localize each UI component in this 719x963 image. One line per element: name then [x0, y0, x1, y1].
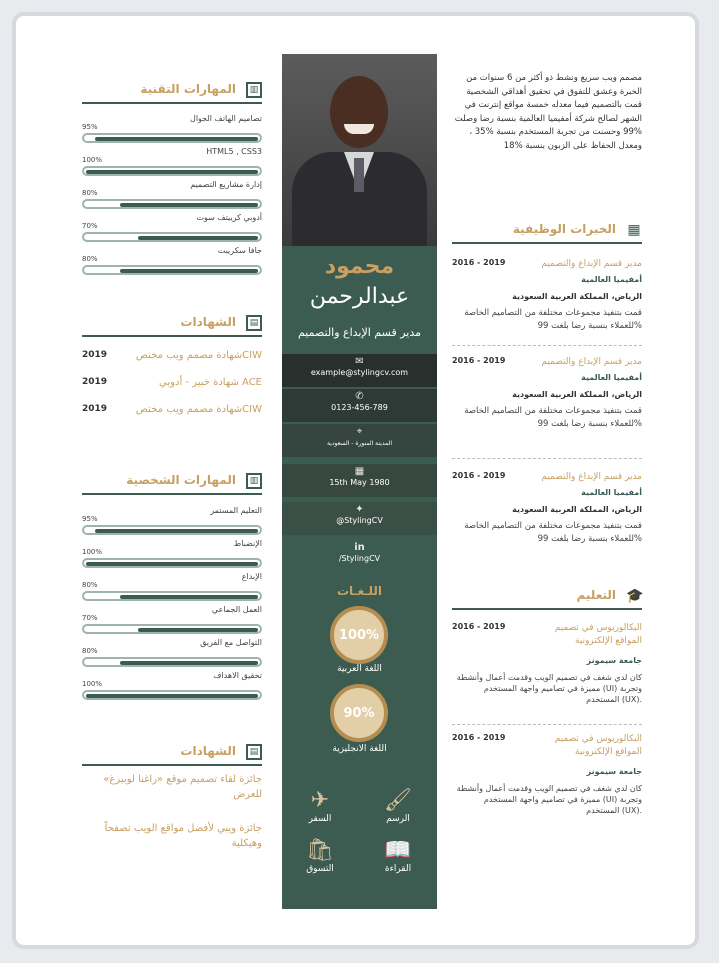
skill-name: العمل الجماعي — [211, 605, 262, 614]
painting-icon: 🖌 — [384, 788, 412, 813]
contact-twitter — [282, 502, 437, 535]
skill-name: إدارة مشاريع التصميم — [190, 180, 262, 189]
certificate-icon: ▤ — [246, 315, 262, 331]
certificate-year: 2019 — [82, 377, 108, 387]
languages-title: اللـغـات — [336, 584, 383, 598]
skill-bar-fill — [120, 269, 258, 273]
contact-birthdate-value: 15th May 1980 — [329, 478, 390, 487]
education-item — [452, 622, 642, 722]
skill-bar — [82, 133, 262, 143]
location-icon: ⌖ — [356, 426, 363, 437]
certificate-name: شهادة مصمم ويب مختصCIW — [135, 350, 262, 361]
graduation-cap-icon: 🎓 — [626, 588, 644, 604]
award-item: جائزة لقاء تصميم موقع «راغنا لوبيرغ» للعرض — [103, 774, 262, 800]
skill-name: أدوبي كرييتف سوت — [196, 213, 262, 222]
contact-phone-value: 0123-456-789 — [331, 403, 388, 412]
certificate-item — [82, 404, 262, 418]
hobby-label: القراءة — [384, 864, 412, 874]
skill-name: جافا سكريبت — [217, 246, 262, 255]
skill-percent: 80% — [82, 581, 98, 589]
skill-bar — [82, 624, 262, 634]
certificate-year: 2019 — [82, 350, 108, 360]
profile-summary: مصمم ويب سريع ونشط ذو أكثر من 6 سنوات من الخبرة وعشق للتفوق في تحقيق أهداقي الشخصية قمت بالتصميم فيما معدله خمسة مواقع إنترنت في الشهر لصالح شركة أمفيميا العالمية بنسبة رضا وصلت %99 وحسنت من تجربة المستخدم بنسبة %35 ، ومعدل الحفاظ على الزبون بنسبة %18 — [454, 73, 642, 151]
education-years: 2016 - 2019 — [452, 733, 506, 742]
skill-bar-fill — [120, 661, 258, 665]
experience-years: 2016 - 2019 — [452, 356, 506, 365]
experience-company: أمفيميا العالمية — [581, 488, 642, 497]
certificate-item — [82, 377, 262, 391]
section-title: الشهادات — [180, 744, 236, 758]
personal-skills-header — [82, 473, 262, 495]
language-percent: 90% — [343, 705, 375, 721]
contact-linkedin-value: /StylingCV — [338, 554, 381, 563]
certificate-name: شهادة خبير - أدوبي ACE — [159, 377, 262, 388]
education-title: البكالوريوس في تصميم المواقع الإلكترونية — [554, 734, 642, 757]
reading-icon: 📖 — [384, 838, 412, 863]
divider — [452, 345, 642, 346]
skill-item — [82, 147, 262, 179]
building-icon: ▦ — [627, 222, 641, 238]
skill-item — [82, 638, 262, 670]
skill-percent: 80% — [82, 189, 98, 197]
education-school: جامعة سيمونز — [586, 656, 642, 665]
hobby-label: التسوق — [306, 864, 334, 874]
hobby-reading — [368, 838, 428, 874]
profile-photo — [282, 54, 437, 246]
contact-linkedin — [282, 540, 437, 573]
skill-bar-fill — [120, 203, 258, 207]
skill-percent: 80% — [82, 647, 98, 655]
certificate-year: 2019 — [82, 404, 108, 414]
skill-bar-fill — [86, 170, 258, 174]
skill-item — [82, 572, 262, 604]
contact-location-value: المدينة المنورة - السعودية — [326, 440, 392, 447]
section-title: الخبرات الوظيفية — [512, 222, 616, 236]
section-title: المهارات الشخصية — [126, 473, 236, 487]
shopping-icon: 🛍 — [306, 838, 334, 863]
experience-company: أمفيميا العالمية — [581, 373, 642, 382]
skill-bar — [82, 232, 262, 242]
skill-name: التواصل مع الفريق — [200, 638, 262, 647]
experience-title: مدير قسم الإبداع والتصميم — [541, 357, 642, 367]
skill-item — [82, 605, 262, 637]
language-ring-english — [330, 684, 388, 742]
skill-bar-fill — [95, 529, 258, 533]
certificate-item — [82, 350, 262, 364]
profile-sidebar — [282, 54, 437, 909]
airplane-icon: ✈ — [310, 788, 330, 813]
linkedin-icon: in — [354, 542, 365, 553]
skill-name: الإنضباط — [233, 539, 262, 548]
language-ring-arabic — [330, 606, 388, 664]
skill-bar — [82, 525, 262, 535]
experience-years: 2016 - 2019 — [452, 258, 506, 267]
education-school: جامعة سيمونز — [586, 767, 642, 776]
divider — [452, 458, 642, 459]
skill-item — [82, 539, 262, 571]
hobby-label: الرسم — [386, 814, 410, 824]
experience-title: مدير قسم الإبداع والتصميم — [541, 472, 642, 482]
hobby-travel — [290, 788, 350, 824]
education-description: كان لدي شغف في تصميم الويب وقدمت أعمال وأنشطة مميزة في تصاميم واجهة المستخدم (UI) وتجربة المستخدم (UX). — [456, 673, 642, 704]
hobby-shopping — [290, 838, 350, 874]
skills-icon: ▥ — [246, 82, 262, 98]
experience-location: الرياض، المملكة العربية السعودية — [512, 505, 642, 514]
skill-bar — [82, 265, 262, 275]
contact-phone — [282, 389, 437, 422]
experience-title: مدير قسم الإبداع والتصميم — [541, 259, 642, 269]
skill-percent: 100% — [82, 680, 103, 688]
contact-email — [282, 354, 437, 387]
experience-years: 2016 - 2019 — [452, 471, 506, 480]
skill-name: HTML5 , CSS3 — [206, 147, 262, 156]
envelope-icon: ✉ — [355, 356, 364, 367]
language-name: اللغة العربية — [337, 664, 382, 674]
skill-bar-fill — [86, 562, 258, 566]
skill-bar-fill — [120, 595, 258, 599]
skill-name: تصاميم الهاتف الجوال — [190, 114, 262, 123]
experience-item — [452, 258, 642, 348]
skill-percent: 70% — [82, 222, 98, 230]
hobby-painting — [368, 788, 428, 824]
skill-bar-fill — [95, 137, 258, 141]
contact-location — [282, 424, 437, 457]
skill-percent: 100% — [82, 156, 103, 164]
skill-name: الإبداع — [241, 572, 262, 581]
skill-item — [82, 671, 262, 703]
skill-item — [82, 114, 262, 146]
education-item — [452, 733, 642, 833]
skill-name: تحقيق الاهداف — [213, 671, 262, 680]
certificates-header — [82, 315, 262, 337]
skill-bar — [82, 657, 262, 667]
awards-header — [82, 744, 262, 766]
education-years: 2016 - 2019 — [452, 622, 506, 631]
skill-item — [82, 213, 262, 245]
experience-description: قمت بتنفيذ مجموعات مختلفة من التصاميم الخاصة للعملاء بنسبة رضا بلغت 99% — [464, 521, 642, 544]
certificate-icon: ▤ — [246, 744, 262, 760]
skill-bar — [82, 591, 262, 601]
skill-percent: 70% — [82, 614, 98, 622]
skill-bar-fill — [138, 628, 258, 632]
job-role: مدير قسم الإبداع والتصميم — [297, 326, 422, 339]
language-name: اللغة الانجليزية — [332, 744, 387, 754]
skill-percent: 100% — [82, 548, 103, 556]
hobby-label: السفر — [308, 814, 332, 824]
certificate-name: شهادة مصمم ويب مختصCIW — [135, 404, 262, 415]
section-title: الشهادات — [180, 315, 236, 329]
skills-icon: ▥ — [246, 473, 262, 489]
skill-name: التعليم المستمر — [210, 506, 262, 515]
skill-bar-fill — [138, 236, 258, 240]
language-percent: 100% — [338, 627, 380, 643]
section-title: المهارات التقنية — [140, 82, 236, 96]
experience-header — [452, 222, 642, 244]
skill-item — [82, 506, 262, 538]
skill-bar — [82, 166, 262, 176]
experience-item — [452, 471, 642, 561]
skill-bar — [82, 690, 262, 700]
skill-bar-fill — [86, 694, 258, 698]
divider — [452, 724, 642, 725]
skill-bar — [82, 199, 262, 209]
contact-twitter-value: @StylingCV — [336, 516, 383, 525]
education-header — [452, 588, 642, 610]
phone-icon: ✆ — [355, 391, 364, 402]
experience-company: أمفيميا العالمية — [581, 275, 642, 284]
education-description: كان لدي شغف في تصميم الويب وقدمت أعمال وأنشطة مميزة في تصاميم واجهة المستخدم (UI) وتجربة المستخدم (UX). — [456, 784, 642, 815]
contact-email-value: example@stylingcv.com — [310, 368, 409, 377]
award-item: جائزة ويبي لأفضل مواقع الويب تصفحاً وهيكلية — [104, 823, 262, 849]
skill-item — [82, 180, 262, 212]
twitter-icon: ✦ — [355, 504, 364, 515]
section-title: التعليم — [576, 588, 616, 602]
first-name: محمود — [324, 254, 395, 279]
experience-location: الرياض، المملكة العربية السعودية — [512, 390, 642, 399]
skill-item — [82, 246, 262, 278]
skill-percent: 80% — [82, 255, 98, 263]
skill-bar — [82, 558, 262, 568]
skill-percent: 95% — [82, 515, 98, 523]
last-name: عبدالرحمن — [309, 284, 410, 309]
experience-description: قمت بتنفيذ مجموعات مختلفة من التصاميم الخاصة للعملاء بنسبة رضا بلغت 99% — [464, 308, 642, 331]
contact-birthdate — [282, 464, 437, 497]
experience-item — [452, 356, 642, 446]
skill-percent: 95% — [82, 123, 98, 131]
tech-skills-header — [82, 82, 262, 104]
education-title: البكالوريوس في تصميم المواقع الإلكترونية — [554, 623, 642, 646]
experience-location: الرياض، المملكة العربية السعودية — [512, 292, 642, 301]
experience-description: قمت بتنفيذ مجموعات مختلفة من التصاميم الخاصة للعملاء بنسبة رضا بلغت 99% — [464, 406, 642, 429]
calendar-icon: ▦ — [354, 466, 365, 477]
